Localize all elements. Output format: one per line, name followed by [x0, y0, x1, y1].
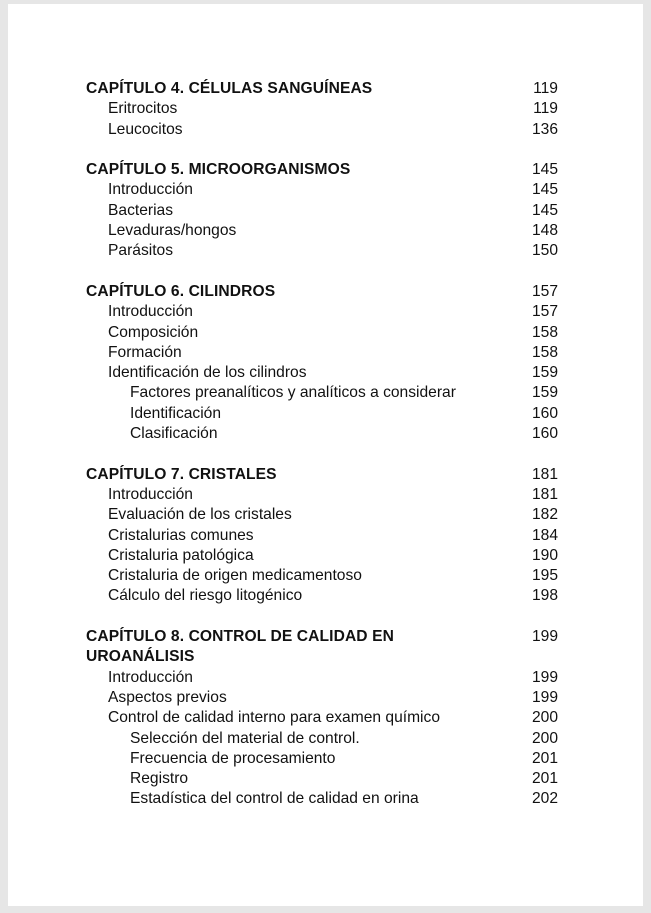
toc-page-number: 145	[531, 161, 558, 179]
toc-entry	[86, 302, 558, 322]
toc-entry-title: Levaduras/hongos	[108, 222, 237, 240]
toc-page-number: 158	[531, 323, 558, 341]
toc-chapter-heading	[86, 79, 558, 99]
toc-page-number: 119	[533, 80, 558, 97]
toc-entry-title: Introducción	[108, 485, 193, 503]
toc-entry-title: Composición	[108, 323, 199, 341]
toc-page-number: 199	[531, 688, 558, 706]
toc-chapter-section	[86, 627, 558, 810]
toc-page-number: 184	[531, 526, 558, 544]
toc-page-number: 150	[531, 242, 558, 260]
toc-entry-title: Cálculo del riesgo litogénico	[108, 587, 303, 605]
toc-entry-title: Bacterias	[108, 201, 174, 219]
toc-entry	[86, 99, 558, 119]
toc-entry	[86, 241, 558, 261]
toc-page-number: 190	[531, 546, 558, 564]
toc-page-number: 195	[531, 567, 558, 585]
toc-page-number: 200	[531, 729, 558, 747]
toc-entry	[86, 424, 558, 444]
toc-chapter-heading	[86, 282, 558, 302]
toc-entry	[86, 323, 558, 343]
toc-entry	[86, 201, 558, 221]
toc-page-number: 200	[531, 709, 558, 727]
toc-entry-title: Selección del material de control.	[130, 729, 360, 747]
toc-entry	[86, 120, 558, 140]
toc-entry	[86, 789, 558, 809]
toc-chapter-section	[86, 465, 558, 607]
toc-entry-title: Cristaluria de origen medicamentoso	[108, 567, 362, 585]
toc-entry	[86, 566, 558, 586]
toc-page-number: 202	[531, 790, 558, 808]
toc-page-number: 119	[533, 100, 558, 118]
toc-entry-title: CAPÍTULO 5. MICROORGANISMOS	[86, 161, 351, 179]
toc-chapter-section	[86, 282, 558, 444]
toc-entry-title: Introducción	[108, 668, 193, 686]
toc-page-number: 136	[531, 120, 558, 138]
toc-entry-title: Cristaluria patológica	[108, 546, 254, 564]
toc-entry-title: Clasificación	[130, 425, 218, 443]
toc-entry	[86, 363, 558, 383]
toc-page-number: 160	[531, 404, 558, 422]
toc-page-number: 157	[531, 303, 558, 321]
toc-entry-title: Identificación	[130, 404, 222, 422]
toc-chapter-section	[86, 160, 558, 261]
toc-page-number: 145	[531, 201, 558, 219]
toc-entry-title: Registro	[130, 770, 189, 788]
toc-page-number: 160	[531, 425, 558, 443]
toc-entry-title: CAPÍTULO 4. CÉLULAS SANGUÍNEAS	[86, 80, 373, 97]
toc-entry-title: Cristalurias comunes	[108, 526, 254, 544]
toc-chapter-heading	[86, 465, 558, 485]
toc-entry	[86, 688, 558, 708]
toc-entry-title: Introducción	[108, 181, 193, 199]
toc-entry-title: Evaluación de los cristales	[108, 506, 292, 524]
toc-page-number: 148	[531, 222, 558, 240]
toc-entry	[86, 404, 558, 424]
toc-entry	[86, 221, 558, 241]
toc-entry-title: Aspectos previos	[108, 688, 227, 706]
toc-entry	[86, 546, 558, 566]
toc-page-number: 182	[531, 506, 558, 524]
toc-page-number: 201	[531, 749, 558, 767]
toc-chapter-heading	[86, 160, 558, 180]
toc-page-number: 199	[531, 668, 558, 686]
toc-entry	[86, 485, 558, 505]
toc-entry	[86, 586, 558, 606]
toc-entry	[86, 526, 558, 546]
toc-entry-title: Estadística del control de calidad en orina	[130, 790, 419, 808]
toc-page-number: 199	[531, 628, 558, 646]
toc-chapter-heading	[86, 627, 558, 668]
toc-page-number: 159	[531, 384, 558, 402]
toc-entry-title: CAPÍTULO 6. CILINDROS	[86, 282, 276, 300]
toc-page-number: 158	[531, 343, 558, 361]
document-page	[8, 4, 643, 906]
toc-entry	[86, 668, 558, 688]
toc-entry-title: Frecuencia de procesamiento	[130, 749, 336, 767]
toc-page-number: 159	[531, 364, 558, 382]
toc-entry	[86, 505, 558, 525]
toc-entry	[86, 708, 558, 728]
toc-entry-title: Factores preanalíticos y analíticos a considerar	[130, 384, 456, 402]
toc-entry-title: Formación	[108, 343, 182, 361]
toc-entry-title: Introducción	[108, 303, 193, 321]
toc-entry-title: CAPÍTULO 7. CRISTALES	[86, 465, 277, 483]
toc-page-number: 198	[531, 587, 558, 605]
toc-page-number: 157	[531, 282, 558, 300]
toc-entry	[86, 343, 558, 363]
toc-entry	[86, 769, 558, 789]
toc-page-number: 181	[531, 485, 558, 503]
toc-entry-title: Parásitos	[108, 242, 174, 260]
table-of-contents	[86, 79, 558, 830]
toc-chapter-section	[86, 79, 558, 140]
toc-entry-title: Control de calidad interno para examen químico	[108, 709, 440, 727]
toc-entry-title: Identificación de los cilindros	[108, 364, 307, 382]
toc-entry	[86, 180, 558, 200]
toc-entry-title: CAPÍTULO 8. CONTROL DE CALIDAD EN UROANÁLISIS	[86, 628, 394, 666]
toc-entry-title: Eritrocitos	[108, 100, 178, 118]
toc-entry	[86, 383, 558, 403]
toc-page-number: 201	[531, 770, 558, 788]
toc-page-number: 145	[531, 181, 558, 199]
toc-entry	[86, 729, 558, 749]
toc-entry-title: Leucocitos	[108, 120, 183, 138]
toc-page-number: 181	[531, 465, 558, 483]
toc-entry	[86, 749, 558, 769]
